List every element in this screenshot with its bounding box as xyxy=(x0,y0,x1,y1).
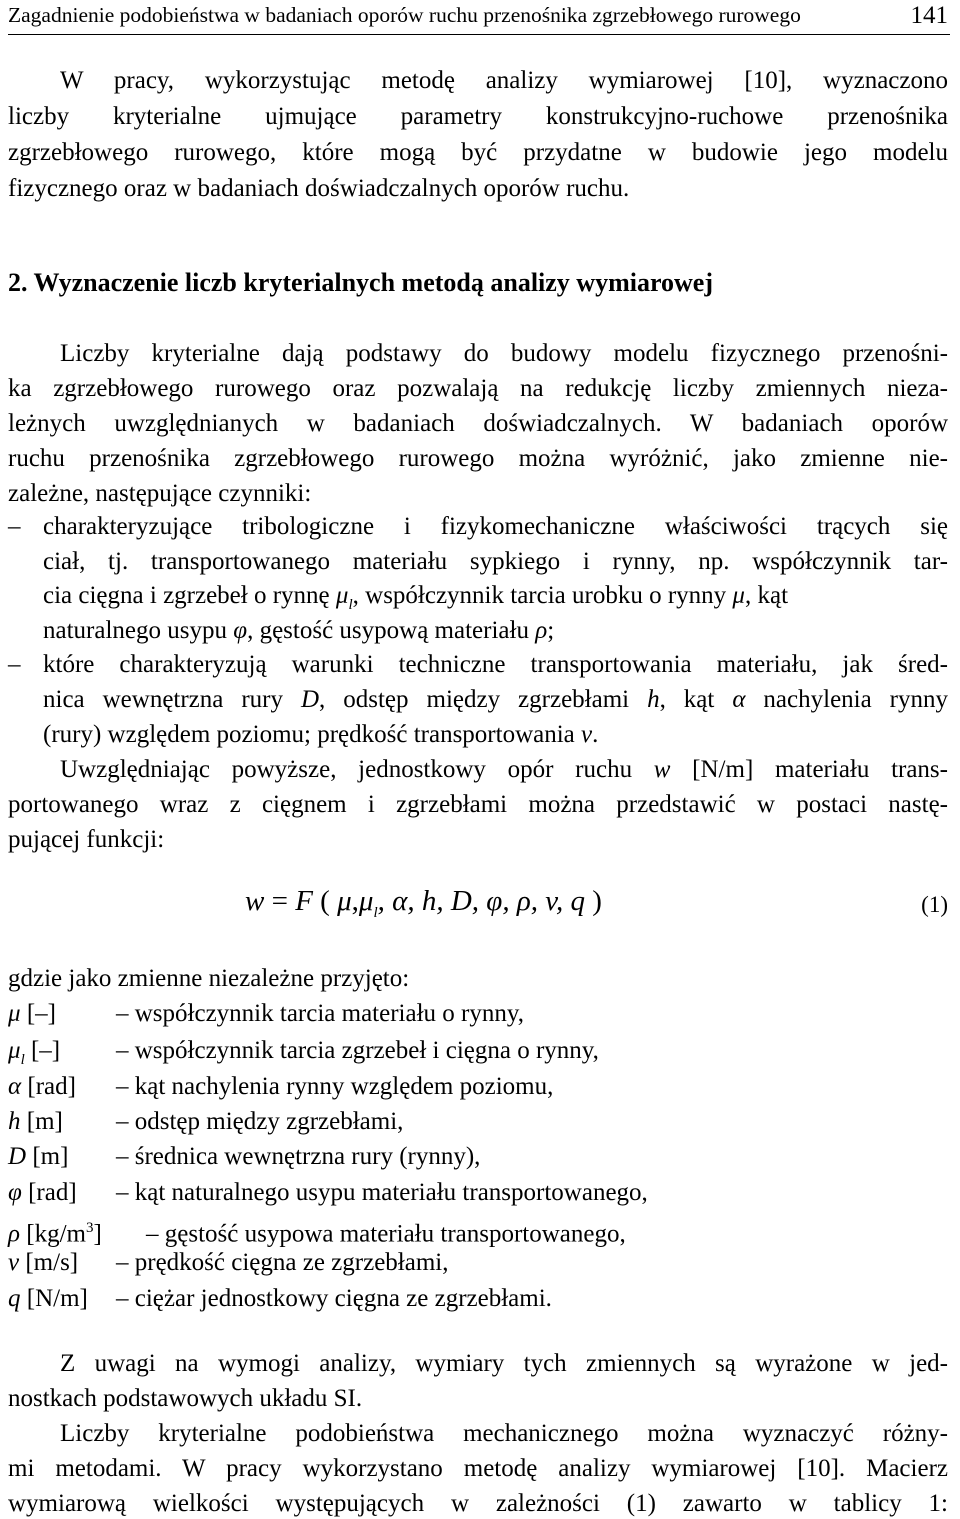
paragraph-line: leżnych uwzględnianych w badaniach doświadczalnych. W badaniach oporów xyxy=(8,410,948,437)
text: naturalnego usypu xyxy=(43,617,234,644)
var-desc: – ciężar jednostkowy cięgna ze zgrzebłami. xyxy=(116,1285,552,1312)
bullet-line: które charakteryzują warunki techniczne transportowania materiału, jak śred- xyxy=(43,651,948,678)
intro-line: liczby kryterialne ujmujące parametry konstrukcyjno-ruchowe przenośnika xyxy=(8,103,948,130)
text: Uwzględniając powyższe, jednostkowy opór ruchu xyxy=(60,756,654,783)
var-desc: – gęstość usypowa materiału transportowanego, xyxy=(146,1220,626,1248)
text: , odstęp między zgrzebłami xyxy=(319,686,648,713)
text: ; xyxy=(547,617,555,644)
variable-row xyxy=(8,1248,948,1278)
intro-line: fizycznego oraz w badaniach doświadczalnych oporów ruchu. xyxy=(8,175,630,202)
intro-line: zgrzebłowego rurowego, które mogą być przydatne w budowie jego modelu xyxy=(8,139,948,166)
text: nachylenia rynny xyxy=(745,686,948,713)
var-unit: [–] xyxy=(24,1037,61,1064)
var-symbol: α xyxy=(8,1073,22,1100)
text: , kąt xyxy=(744,582,789,609)
bullet-line: ciał, tj. transportowanego materiału sypkiego i rynny, np. współczynnik tar- xyxy=(43,548,948,575)
var-unit: ] xyxy=(93,1220,102,1248)
variable-row xyxy=(8,1072,948,1102)
bullet-dash: – xyxy=(8,513,21,540)
text: , współczynnik tarcia urobku o rynny xyxy=(352,582,733,609)
symbol-v: v xyxy=(581,721,593,748)
var-desc: – kąt nachylenia rynny względem poziomu, xyxy=(116,1073,554,1100)
text: , gęstość usypową materiału xyxy=(247,617,536,644)
var-unit: [rad] xyxy=(21,1073,76,1100)
bullet-dash: – xyxy=(8,651,21,678)
var-symbol: q xyxy=(8,1285,21,1312)
subscript-l: l xyxy=(348,597,353,613)
variable-row xyxy=(8,1284,948,1314)
var-desc: – kąt naturalnego usypu materiału transportowanego, xyxy=(116,1179,648,1206)
var-unit: [kg/m xyxy=(20,1220,86,1248)
symbol-phi: φ xyxy=(233,617,248,644)
running-header-title: Zagadnienie podobieństwa w badaniach oporów ruchu przenośnika zgrzebłowego rurowego xyxy=(8,3,801,27)
formula-subscript: l xyxy=(373,904,378,921)
symbol-mu: μ xyxy=(732,582,745,609)
variable-row xyxy=(8,1142,948,1172)
text: , kąt xyxy=(659,686,733,713)
variables-intro: gdzie jako zmienne niezależne przyjęto: xyxy=(8,965,410,992)
variable-row xyxy=(8,1213,948,1249)
bullet-line: charakteryzujące tribologiczne i fizykomechaniczne właściwości trących się xyxy=(43,513,948,540)
intro-line: W pracy, wykorzystując metodę analizy wymiarowej [10], wyznaczono xyxy=(60,67,948,94)
equation-number: (1) xyxy=(921,892,948,917)
formula-paren: ) xyxy=(585,885,602,917)
var-symbol: φ xyxy=(8,1179,22,1206)
var-desc: – odstęp między zgrzebłami, xyxy=(116,1108,404,1135)
text: (rury) względem poziomu; prędkość transportowania xyxy=(43,721,582,748)
text: nica wewnętrzna rury xyxy=(43,686,301,713)
equation xyxy=(245,885,602,922)
var-desc: – współczynnik tarcia materiału o rynny, xyxy=(116,1000,524,1027)
var-symbol: D xyxy=(8,1143,27,1170)
symbol-D: D xyxy=(300,686,320,713)
text: . xyxy=(592,721,599,748)
paragraph-line: nostkach podstawowych układu SI. xyxy=(8,1385,363,1412)
var-desc: – prędkość cięgna ze zgrzebłami, xyxy=(116,1249,449,1276)
text: [N/m] materiału trans- xyxy=(670,756,948,783)
var-symbol: ρ xyxy=(8,1220,20,1248)
variable-row xyxy=(8,1107,948,1137)
bullet-line xyxy=(43,581,960,620)
formula-mu-l: μ xyxy=(358,885,374,917)
text: cia cięgna i zgrzebeł o rynnę xyxy=(43,582,336,609)
var-unit: [m] xyxy=(20,1108,63,1135)
symbol-rho: ρ xyxy=(535,617,548,644)
formula-mu: μ xyxy=(337,885,352,917)
paragraph-line: portowanego wraz z cięgnem i zgrzebłami można przedstawić w postaci nastę- xyxy=(8,791,948,818)
var-symbol: μ xyxy=(8,1037,21,1064)
var-unit: [N/m] xyxy=(20,1285,88,1312)
variable-row xyxy=(8,1036,948,1075)
var-subscript: l xyxy=(20,1052,25,1068)
running-header xyxy=(8,0,950,35)
variable-row xyxy=(8,1178,948,1208)
paragraph-line: ruchu przenośnika zgrzebłowego rurowego można wyróżnić, jako zmienne nie- xyxy=(8,445,948,472)
paragraph-line: ka zgrzebłowego rurowego oraz pozwalają na redukcję liczby zmiennych nieza- xyxy=(8,375,948,402)
symbol-w: w xyxy=(653,756,671,783)
var-symbol: h xyxy=(8,1108,21,1135)
symbol-h: h xyxy=(647,686,660,713)
var-symbol: μ xyxy=(8,1000,21,1027)
paragraph-line: zależne, następujące czynniki: xyxy=(8,480,312,507)
paragraph-line: Liczby kryterialne dają podstawy do budowy modelu fizycznego przenośni- xyxy=(60,340,948,367)
formula-paren: ( xyxy=(312,885,338,917)
var-desc: – średnica wewnętrzna rury (rynny), xyxy=(116,1143,481,1170)
paragraph-line: Z uwagi na wymogi analizy, wymiary tych zmiennych są wyrażone w jed- xyxy=(60,1350,948,1377)
formula-function: F xyxy=(295,885,313,917)
paragraph-line: mi metodami. W pracy wykorzystano metodę analizy wymiarowej [10]. Macierz xyxy=(8,1455,948,1482)
variable-row xyxy=(8,999,948,1029)
bullet-line xyxy=(43,685,948,715)
paragraph-line: pującej funkcji: xyxy=(8,826,165,853)
var-superscript: 3 xyxy=(85,1220,94,1236)
bullet-line xyxy=(43,616,960,646)
var-unit: [rad] xyxy=(21,1179,77,1206)
paragraph-line xyxy=(60,755,948,785)
section-heading: 2. Wyznaczenie liczb kryterialnych metodą analizy wymiarowej xyxy=(8,268,714,297)
formula-comma: , xyxy=(351,885,359,917)
var-unit: [–] xyxy=(20,1000,56,1027)
formula-equals: = xyxy=(264,885,296,917)
var-unit: [m] xyxy=(26,1143,69,1170)
bullet-line xyxy=(43,720,960,750)
var-unit: [m/s] xyxy=(19,1249,79,1276)
var-symbol: v xyxy=(8,1249,20,1276)
formula-args: , α, h, D, φ, ρ, v, q xyxy=(377,885,585,917)
paragraph-line: Liczby kryterialne podobieństwa mechanicznego można wyznaczyć różny- xyxy=(60,1420,948,1447)
page-number: 141 xyxy=(910,2,948,29)
symbol-alpha: α xyxy=(732,686,746,713)
paragraph-line: wymiarową wielkości występujących w zależności (1) zawarto w tablicy 1: xyxy=(8,1490,948,1517)
formula-lhs: w xyxy=(245,885,265,917)
var-desc: – współczynnik tarcia zgrzebeł i cięgna o rynny, xyxy=(116,1037,599,1064)
symbol-mu: μ xyxy=(335,582,349,609)
